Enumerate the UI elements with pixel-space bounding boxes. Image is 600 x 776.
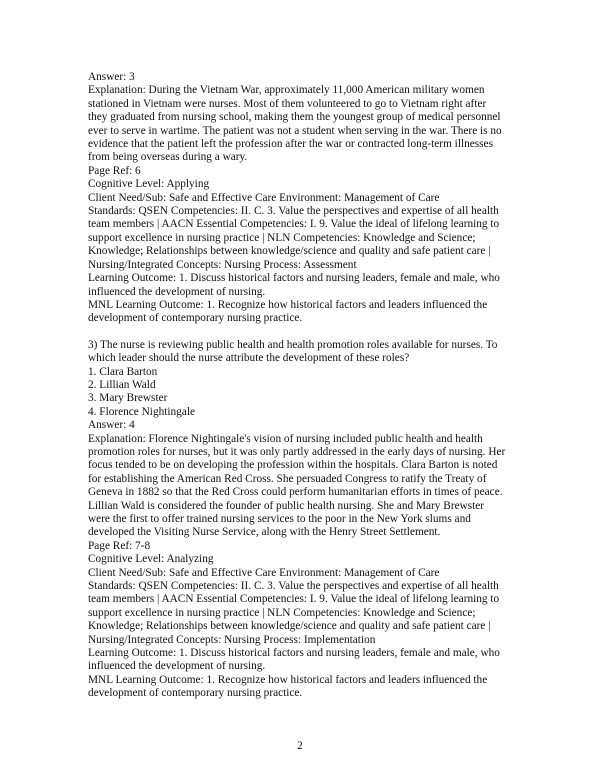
page-content: [88, 71, 508, 701]
answer-line: Answer: 3: [88, 71, 135, 83]
option-item: 3. Mary Brewster: [88, 392, 168, 405]
page-ref-line: Page Ref: 6: [88, 164, 141, 177]
section-spacer: [88, 326, 508, 339]
question-3-block: [88, 339, 508, 701]
option-item: 2. Lillian Wald: [88, 378, 156, 391]
client-need-line: Client Need/Sub: Safe and Effective Care Environment: Management of Care: [88, 566, 440, 579]
mnl-learning-outcome-paragraph: MNL Learning Outcome: 1. Recognize how historical factors and leaders influenced the development of contemporary nursing practice.: [88, 673, 488, 700]
standards-paragraph: Standards: QSEN Competencies: II. C. 3. Value the perspectives and expertise of all health team members | AACN Essential Competencies: I. 9. Value the ideal of lifelong learning to support excellence in nursing practice | NLN Competencies: Knowledge and Science; Knowledge; Relationships between knowledge/science and quality and safe patient care | Nursing/Integrated Concepts: Nursing Process: Assessment: [88, 205, 500, 271]
cognitive-level-line: Cognitive Level: Analyzing: [88, 553, 214, 566]
standards-paragraph: Standards: QSEN Competencies: II. C. 3. Value the perspectives and expertise of all health team members | AACN Essential Competencies: I. 9. Value the ideal of lifelong learning to support excellence in nursing practice | NLN Competencies: Knowledge and Science; Knowledge; Relationships between knowledge/science and quality and safe patient care | Nursing/Integrated Concepts: Nursing Process: Implementation: [88, 580, 500, 646]
explanation-paragraph: Explanation: Florence Nightingale's vision of nursing included public health and health promotion roles for nurses, but it was only partly addressed in the early days of nursing. Her focus tended to be on developing the profession within the hospitals. Clara Barton is noted for establishing the American Red Cross. She persuaded Congress to ratify the Treaty of Geneva in 1882 so that the Red Cross could perform humanitarian efforts in times of peace. Lillian Wald is considered the founder of public health nursing. She and Mary Brewster were the first to offer trained nursing services to the poor in the New York slums and developed the Visiting Nurse Service, along with the Henry Street Settlement.: [88, 432, 506, 539]
page-ref-line: Page Ref: 7-8: [88, 539, 151, 552]
mnl-learning-outcome-paragraph: MNL Learning Outcome: 1. Recognize how historical factors and leaders influenced the development of contemporary nursing practice.: [88, 298, 488, 325]
page-number: 2: [297, 740, 303, 752]
client-need-line: Client Need/Sub: Safe and Effective Care Environment: Management of Care: [88, 191, 440, 204]
question-stem: 3) The nurse is reviewing public health and health promotion roles available for nurses. To which leader should the nurse attribute the development of these roles?: [88, 338, 498, 365]
learning-outcome-paragraph: Learning Outcome: 1. Discuss historical factors and nursing leaders, female and male, who influenced the development of nursing.: [88, 272, 500, 298]
cognitive-level-line: Cognitive Level: Applying: [88, 178, 210, 191]
answer-line: Answer: 4: [88, 419, 135, 432]
learning-outcome-paragraph: Learning Outcome: 1. Discuss historical factors and nursing leaders, female and male, who influenced the development of nursing.: [88, 647, 500, 673]
question-2-block: [88, 71, 508, 326]
option-item: 4. Florence Nightingale: [88, 405, 195, 418]
option-item: 1. Clara Barton: [88, 365, 158, 378]
explanation-paragraph: Explanation: During the Vietnam War, approximately 11,000 American military women stationed in Vietnam were nurses. Most of them volunteered to go to Vietnam right after they graduated from nursing school, making them the youngest group of medical personnel ever to serve in wartime. The patient was not a student when serving in the war. There is no evidence that the patient left the profession after the war or contracted long-term illnesses from being overseas during a wary.: [88, 84, 502, 164]
